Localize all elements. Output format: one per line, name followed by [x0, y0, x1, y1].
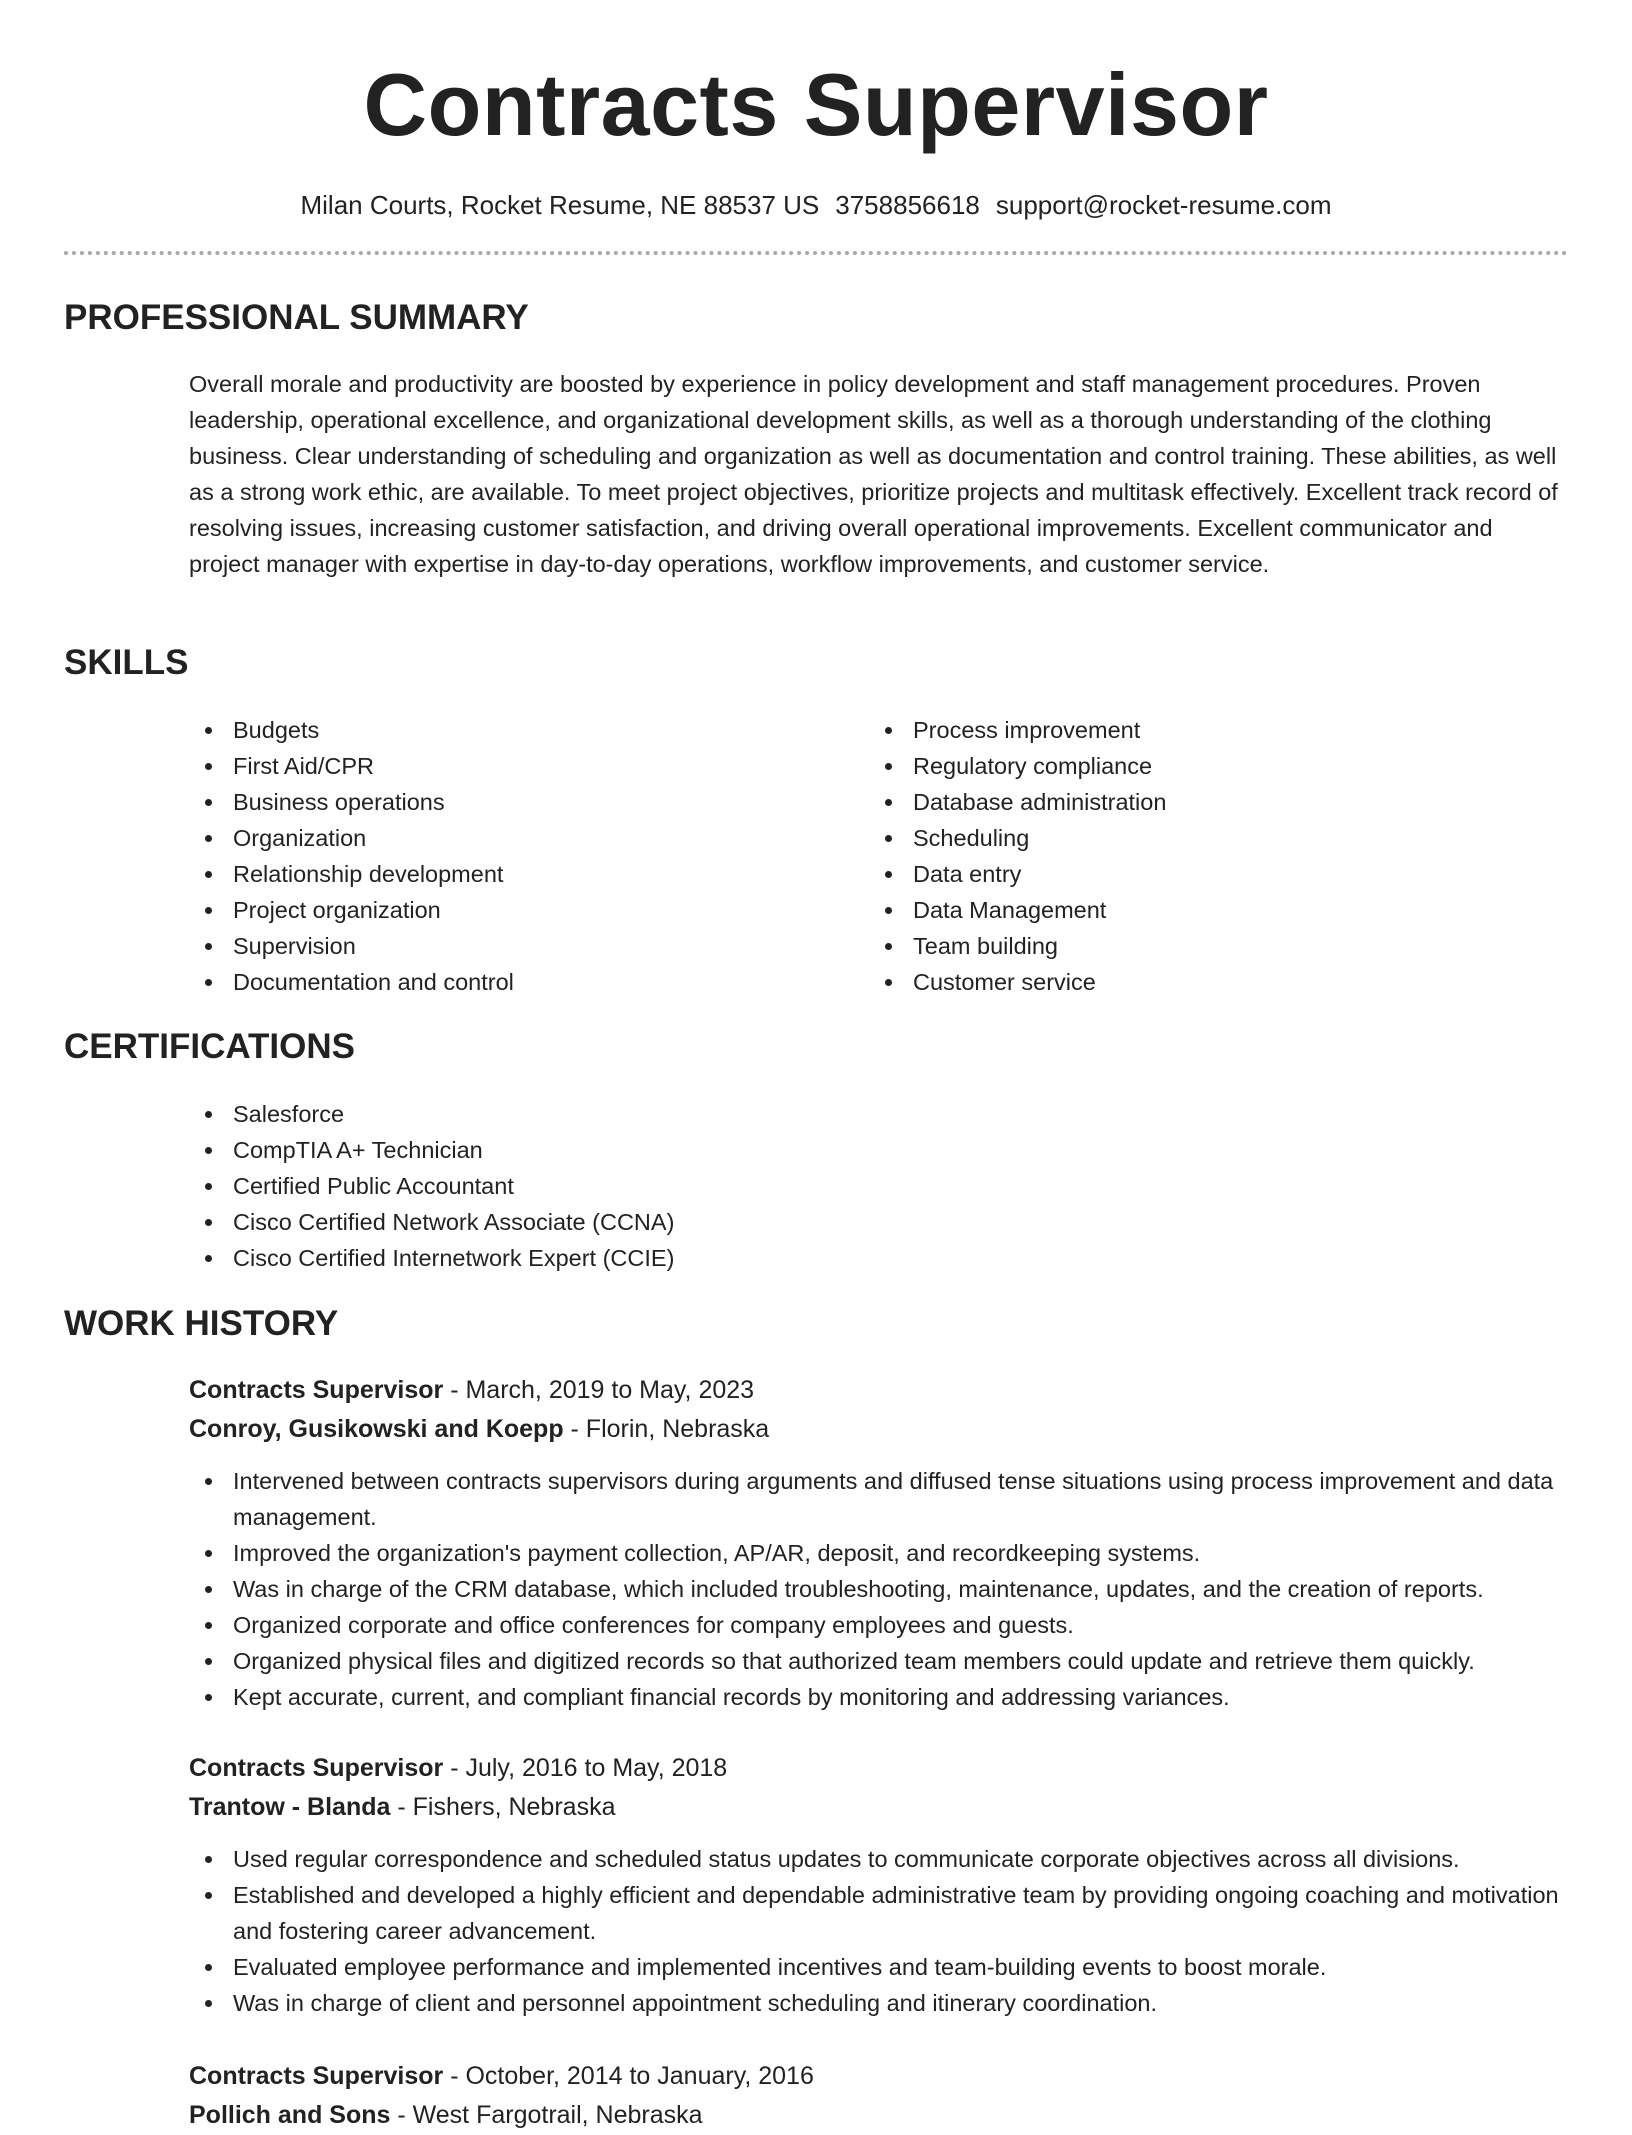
job-company: Pollich and Sons [189, 2101, 391, 2129]
certification-item: CompTIA A+ Technician [189, 1132, 1189, 1168]
job-duties-list [189, 1841, 1569, 2021]
certification-item: Certified Public Accountant [189, 1168, 1189, 1204]
certifications-heading: CERTIFICATIONS [64, 1027, 356, 1066]
skill-item: Data entry [869, 856, 1509, 892]
job-duty: Evaluated employee performance and implemented incentives and team-building events to boost morale. [189, 1949, 1569, 1985]
job-duty: Intervened between contracts supervisors during arguments and diffused tense situations using process improvement and data management. [189, 1463, 1569, 1535]
summary-heading: PROFESSIONAL SUMMARY [64, 298, 529, 337]
contact-address: Milan Courts, Rocket Resume, NE 88537 US [300, 190, 820, 220]
job-duty: Established and developed a highly efficient and dependable administrative team by providing ongoing coaching and motivation and fostering career advancement. [189, 1877, 1569, 1949]
job-company-line [189, 2096, 1569, 2135]
skill-item: Supervision [189, 928, 829, 964]
contact-phone: 3758856618 [835, 190, 980, 220]
skill-item: Process improvement [869, 712, 1509, 748]
contact-email[interactable]: support@rocket-resume.com [995, 190, 1332, 220]
job-company-line [189, 1788, 1569, 1827]
skills-list-left [189, 712, 829, 1000]
certification-item: Cisco Certified Network Associate (CCNA) [189, 1204, 1189, 1240]
job-duty: Improved the organization's payment collection, AP/AR, deposit, and recordkeeping systems. [189, 1535, 1569, 1571]
job-duty: Was in charge of client and personnel appointment scheduling and itinerary coordination. [189, 1985, 1569, 2021]
candidate-name: Contracts Supervisor [363, 55, 1269, 154]
job-company: Conroy, Gusikowski and Koepp [189, 1415, 564, 1443]
job-role: Contracts Supervisor [189, 2062, 444, 2090]
job-company: Trantow - Blanda [189, 1793, 391, 1821]
job-duty: Used regular correspondence and scheduled status updates to communicate corporate objectives across all divisions. [189, 1841, 1569, 1877]
job-duty: Organized physical files and digitized records so that authorized team members could update and retrieve them quickly. [189, 1643, 1569, 1679]
job-company-line [189, 1410, 1569, 1449]
job-duty: Organized corporate and office conferences for company employees and guests. [189, 1607, 1569, 1643]
certification-item: Cisco Certified Internetwork Expert (CCIE) [189, 1240, 1189, 1276]
job-duty: Was in charge of the CRM database, which included troubleshooting, maintenance, updates, and the creation of reports. [189, 1571, 1569, 1607]
job-title-line [189, 2057, 1569, 2096]
job-role: Contracts Supervisor [189, 1376, 444, 1404]
skill-item: Customer service [869, 964, 1509, 1000]
job-dates: - July, 2016 to May, 2018 [443, 1754, 728, 1782]
resume-header [0, 50, 1632, 222]
skill-item: Team building [869, 928, 1509, 964]
job-location: - Fishers, Nebraska [390, 1793, 616, 1821]
contact-line [0, 188, 1632, 222]
job-entry [189, 1749, 1569, 2021]
job-entry [189, 2057, 1569, 2135]
skill-item: Regulatory compliance [869, 748, 1509, 784]
skill-item: Business operations [189, 784, 829, 820]
skill-item: Organization [189, 820, 829, 856]
skill-item: Database administration [869, 784, 1509, 820]
job-title-line [189, 1371, 1569, 1410]
certification-item: Salesforce [189, 1096, 1189, 1132]
skills-heading: SKILLS [64, 643, 189, 682]
job-entry [189, 1371, 1569, 1715]
skill-item: Documentation and control [189, 964, 829, 1000]
job-dates: - March, 2019 to May, 2023 [443, 1376, 755, 1404]
skill-item: Project organization [189, 892, 829, 928]
skill-item: Data Management [869, 892, 1509, 928]
header-divider [64, 251, 1568, 255]
job-duties-list [189, 1463, 1569, 1715]
skill-item: Budgets [189, 712, 829, 748]
skill-item: Scheduling [869, 820, 1509, 856]
job-location: - Florin, Nebraska [563, 1415, 770, 1443]
job-title-line [189, 1749, 1569, 1788]
work-history-heading: WORK HISTORY [64, 1304, 339, 1343]
certifications-list [189, 1096, 1189, 1276]
job-role: Contracts Supervisor [189, 1754, 444, 1782]
skill-item: First Aid/CPR [189, 748, 829, 784]
skill-item: Relationship development [189, 856, 829, 892]
summary-text: Overall morale and productivity are boosted by experience in policy development and staff management procedures. Proven leadership, operational excellence, and organizational development skills, as well as a thorough understanding of the clothing business. Clear understanding of scheduling and organization as well as documentation and control training. These abilities, as well as a strong work ethic, are available. To meet project objectives, prioritize projects and multitask effectively. Excellent track record of resolving issues, increasing customer satisfaction, and driving overall operational improvements. Excellent communicator and project manager with expertise in day-to-day operations, workflow improvements, and customer service. [189, 371, 1558, 577]
job-duty: Kept accurate, current, and compliant financial records by monitoring and addressing variances. [189, 1679, 1569, 1715]
skills-list-right [869, 712, 1509, 1000]
job-dates: - October, 2014 to January, 2016 [443, 2062, 814, 2090]
job-location: - West Fargotrail, Nebraska [390, 2101, 703, 2129]
